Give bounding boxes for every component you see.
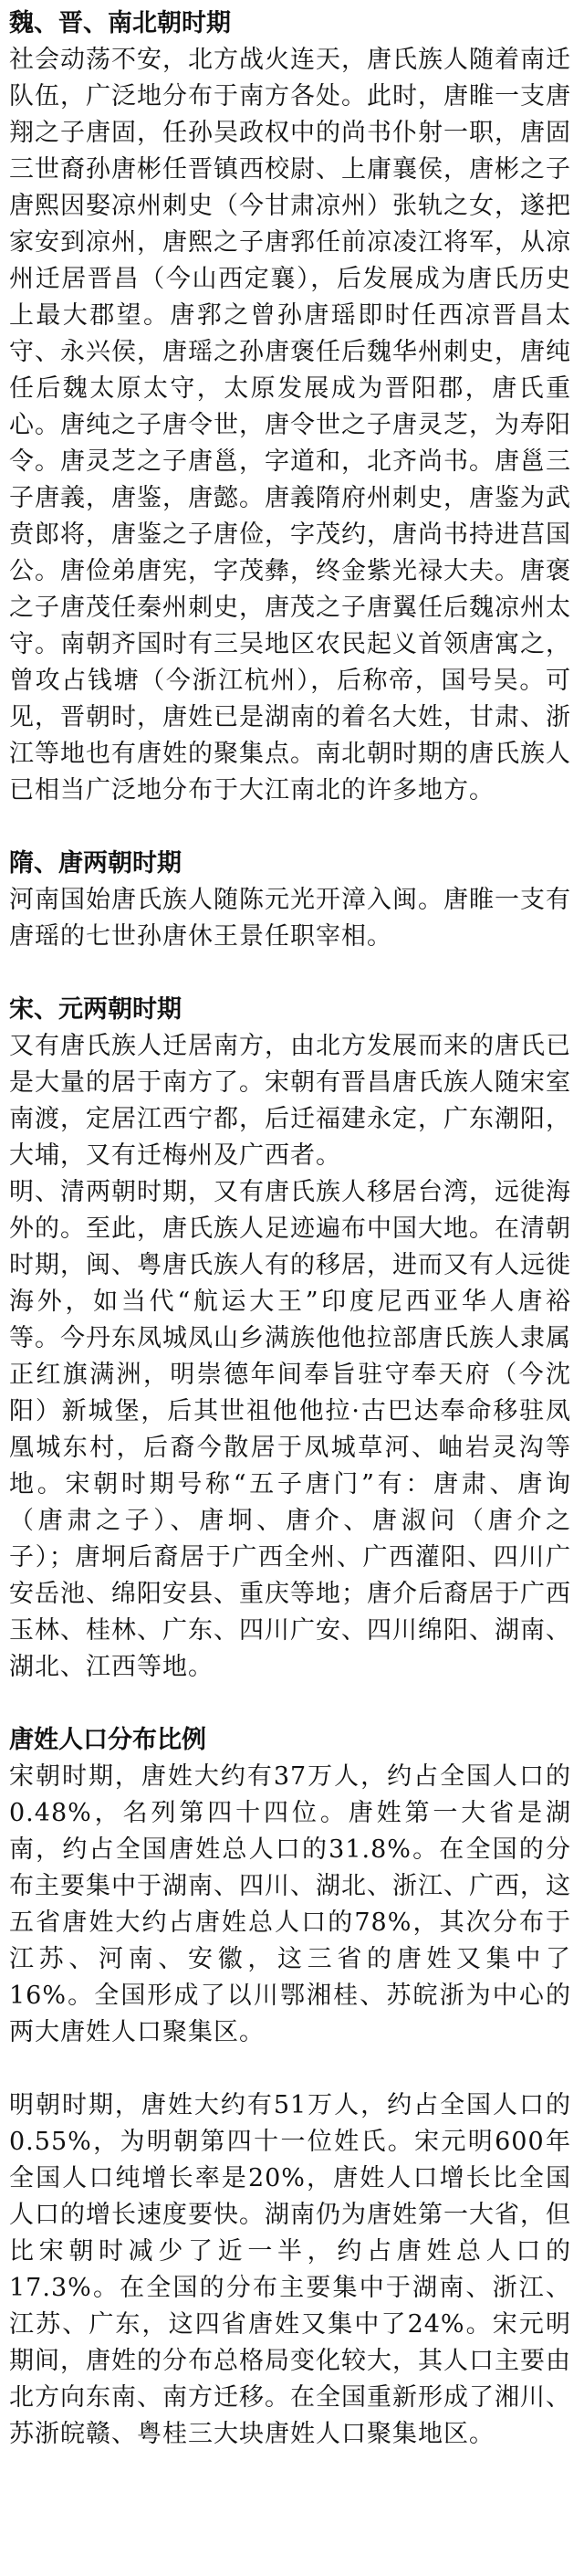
section-heading: 魏、晋、南北朝时期 xyxy=(9,9,231,37)
section-sui-tang xyxy=(9,846,571,955)
section-wei-jin xyxy=(9,5,571,809)
section-heading: 唐姓人口分布比例 xyxy=(9,1726,206,1754)
section-song-yuan xyxy=(9,992,571,1686)
spacer xyxy=(9,1686,571,1722)
section-heading: 隋、唐两朝时期 xyxy=(9,849,182,878)
section-paragraph: 又有唐氏族人迁居南方，由北方发展而来的唐氏已是大量的居于南方了。宋朝有晋昌唐氏族人随宋室南渡，定居江西宁都，后迁福建永定，广东潮阳，大埔，又有迁梅州及广西者。 xyxy=(9,1032,571,1170)
spacer xyxy=(9,809,571,846)
section-population xyxy=(9,1722,571,2051)
spacer xyxy=(9,2051,571,2087)
section-ming xyxy=(9,2087,571,2453)
section-paragraph: 社会动荡不安，北方战火连天，唐氏族人随着南迁队伍，广泛地分布于南方各处。此时，唐睢一支唐翔之子唐固，任孙吴政权中的尚书仆射一职，唐固三世裔孙唐彬任晋镇西校尉、上庸襄侯，唐彬之子唐熙因娶凉州刺史（今甘肃凉州）张轨之女，遂把家安到凉州，唐熙之子唐郛任前凉凌江将军，从凉州迁居晋昌（今山西定襄），后发展成为唐氏历史上最大郡望。唐郛之曾孙唐瑶即时任西凉晋昌太守、永兴侯，唐瑶之孙唐褒任后魏华州刺史，唐纯任后魏太原太守，太原发展成为晋阳郡，唐氏重心。唐纯之子唐令世，唐令世之子唐灵芝，为寿阳令。唐灵芝之子唐邕，字道和，北齐尚书。唐邕三子唐義，唐鉴，唐懿。唐義隋府州刺史，唐鉴为武贲郎将，唐鉴之子唐俭，字茂约，唐尚书持进莒国公。唐俭弟唐宪，字茂彝，终金紫光禄大夫。唐褒之子唐茂任秦州刺史，唐茂之子唐翼任后魏凉州太守。南朝齐国时有三吴地区农民起义首领唐寓之，曾攻占钱塘（今浙江杭州），后称帝，国号吴。可见，晋朝时，唐姓已是湖南的着名大姓，甘肃、浙江等地也有唐姓的聚集点。南北朝时期的唐氏族人已相当广泛地分布于大江南北的许多地方。 xyxy=(9,46,571,804)
section-paragraph: 宋朝时期，唐姓大约有37万人，约占全国人口的0.48%，名列第四十四位。唐姓第一大省是湖南，约占全国唐姓总人口的31.8%。在全国的分布主要集中于湖南、四川、湖北、浙江、广西，这五省唐姓大约占唐姓总人口的78%，其次分布于江苏、河南、安徽，这三省的唐姓又集中了16%。全国形成了以川鄂湘桂、苏皖浙为中心的两大唐姓人口聚集区。 xyxy=(9,1762,571,2046)
section-paragraph: 明、清两朝时期，又有唐氏族人移居台湾，远徙海外的。至此，唐氏族人足迹遍布中国大地。在清朝时期，闽、粤唐氏族人有的移居，进而又有人远徙海外，如当代“航运大王”印度尼西亚华人唐裕等。今丹东凤城凤山乡满族他他拉部唐氏族人隶属正红旗满洲，明崇德年间奉旨驻守奉天府（今沈阳）新城堡，后其世祖他他拉·古巴达奉命移驻凤凰城东村，后裔今散居于凤城草河、岫岩灵沟等地。宋朝时期号称“五子唐门”有：唐肃、唐询（唐肃之子）、唐坰、唐介、唐淑问（唐介之子）；唐坰后裔居于广西全州、广西灌阳、四川广安岳池、绵阳安县、重庆等地；唐介后裔居于广西玉林、桂林、广东、四川广安、四川绵阳、湖南、湖北、江西等地。 xyxy=(9,1178,571,1681)
spacer xyxy=(9,955,571,992)
section-paragraph: 明朝时期，唐姓大约有51万人，约占全国人口的0.55%，为明朝第四十一位姓氏。宋元明600年全国人口纯增长率是20%，唐姓人口增长比全国人口的增长速度要快。湖南仍为唐姓第一大省，但比宋朝时减少了近一半，约占唐姓总人口的17.3%。在全国的分布主要集中于湖南、浙江、江苏、广东，这四省唐姓又集中了24%。宋元明期间，唐姓的分布总格局变化较大，其人口主要由北方向东南、南方迁移。在全国重新形成了湘川、苏浙皖赣、粤桂三大块唐姓人口聚集地区。 xyxy=(9,2091,571,2448)
section-heading: 宋、元两朝时期 xyxy=(9,995,182,1024)
section-paragraph: 河南国始唐氏族人随陈元光开漳入闽。唐睢一支有唐瑶的七世孙唐休王景任职宰相。 xyxy=(9,886,571,951)
